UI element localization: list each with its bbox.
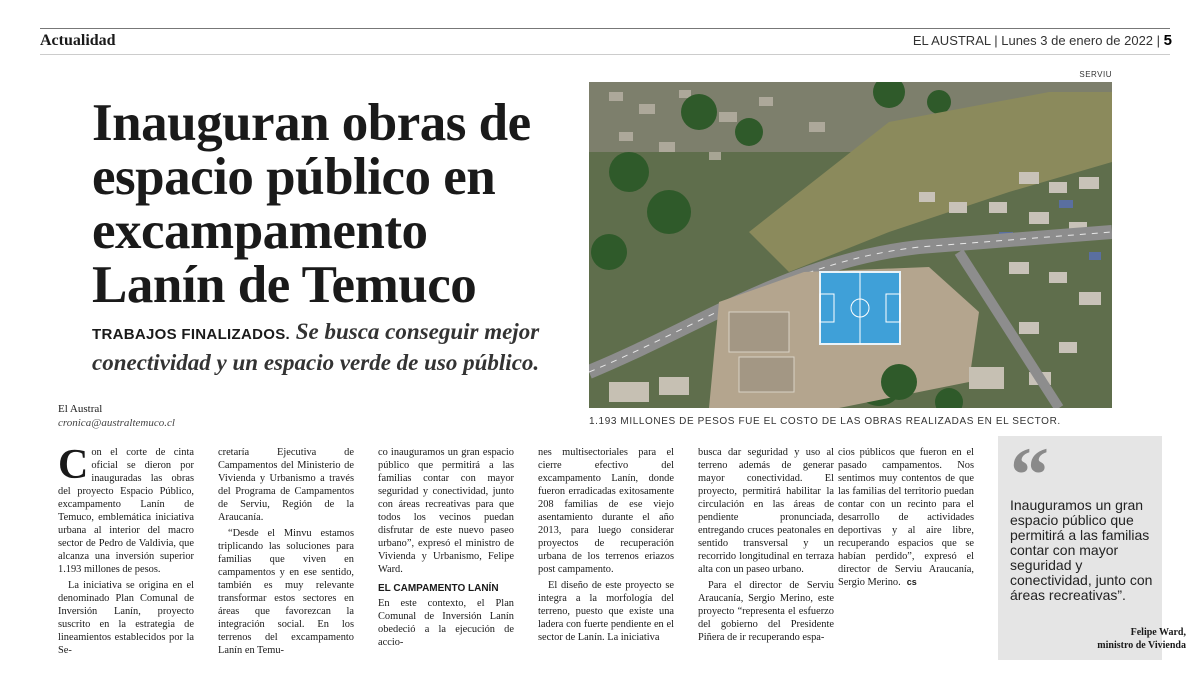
issue-date: Lunes 3 de enero de 2022 xyxy=(1001,33,1154,48)
paragraph: Para el director de Serviu Araucanía, Sergio Merino, este proyecto “representa el esfuerzo del gobierno del Presidente Piñera de ir recuperando espa- xyxy=(698,580,834,643)
byline-email[interactable]: cronica@australtemuco.cl xyxy=(58,417,175,429)
paragraph: busca dar seguridad y uso al terreno además de generar mayor conectividad. El proyecto, permitirá habilitar la circulación en las áreas de pendiente pronunciada, entregando cruces peatonales en sentido transversal y un recorrido longitudinal en terraza alta con un paseo urbano. xyxy=(698,447,834,575)
article-column-5 xyxy=(698,446,834,647)
paragraph xyxy=(58,442,194,576)
paragraph: “Desde el Minvu estamos triplicando las soluciones para familias que viven en campamentos y en ese sentido, también es muy relevante transformar estos sectores en áreas que favorezcan la integración social. En los terrenos del excampamento Lanín en Temu- xyxy=(218,528,354,656)
paragraph: co inauguramos un gran espacio público que permitirá a las familias contar con mayor seguridad y conectividad, junto con áreas recreativas para que todos los vecinos puedan disfrutar de este nuevo paseo urbano”, expresó el ministro de Vivienda y Urbanismo, Felipe Ward. xyxy=(378,447,514,575)
byline-author: El Austral xyxy=(58,403,103,415)
article-column-3 xyxy=(378,446,514,652)
deck-text: Se busca conseguir mejor conectividad y un espacio verde de uso público. xyxy=(92,319,540,375)
header-rule-top xyxy=(40,28,1170,29)
subhead: EL CAMPAMENTO LANÍN xyxy=(378,583,499,594)
pull-quote-author xyxy=(1097,626,1186,652)
header-rule-bottom xyxy=(40,54,1170,55)
paragraph: El diseño de este proyecto se integra a la morfología del terreno, puesto que existe una ladera con fuerte pendiente en el sector de Lanín. La iniciativa xyxy=(538,580,674,643)
article-column-1 xyxy=(58,442,194,660)
deck xyxy=(92,318,582,377)
paragraph: cretaría Ejecutiva de Campamentos del Ministerio de Vivienda y Urbanismo a través del Programa de Campamentos de Serviu, Región de la Araucanía. xyxy=(218,447,354,523)
pull-quote-author-name: Felipe Ward, xyxy=(1130,627,1186,638)
aerial-photo-illustration xyxy=(589,82,1112,408)
article-column-6 xyxy=(838,446,974,592)
quote-mark-icon: “ xyxy=(1010,431,1049,518)
paragraph-text: on el corte de cinta oficial se dieron por inauguradas las obras del proyecto Espacio Público, excampamento Lanín de Temuco, emblemática iniciativa urbana al interior del macro sector de Pedro de Valdivia, que alcanza una inversión superior 1.193 millones de pesos. xyxy=(58,447,194,575)
paragraph: En este contexto, el Plan Comunal de Inversión Lanín obedeció a la ejecución de accio- xyxy=(378,598,514,648)
drop-cap: C xyxy=(58,442,89,488)
pull-quote-author-role: ministro de Vivienda xyxy=(1097,640,1186,651)
paragraph: nes multisectoriales para el cierre efectivo del excampamento Lanín, donde fueron erradicadas exitosamente 208 familias de ese viejo asentamiento durante el año 2013, para luego considerar proyectos de recuperación urbana de los terrenos eriazos post campamento. xyxy=(538,447,674,575)
kicker: TRABAJOS FINALIZADOS. xyxy=(92,326,290,343)
paragraph-text: cios públicos que fueron en el pasado campamentos. Nos sentimos muy contentos de que las familias del territorio puedan contar con un recinto para el desarrollo de actividades deportivas y al aire libre, recuperando espacios que se habían perdido”, expresó el director de Serviu Araucanía, Sergio Merino. xyxy=(838,447,974,588)
page-folio: EL AUSTRAL | Lunes 3 de enero de 2022 | 5 xyxy=(912,32,1172,49)
article-column-2 xyxy=(218,446,354,660)
aerial-photo xyxy=(589,82,1112,408)
photo-credit: SERVIU xyxy=(1079,70,1112,79)
page-number: 5 xyxy=(1163,32,1172,49)
pull-quote-text: Inauguramos un gran espacio público que permitirá a las familias contar con mayor seguridad y conectividad, junto con áreas recreativas”. xyxy=(1010,497,1153,603)
publication-name: EL AUSTRAL xyxy=(912,33,991,48)
article-column-4 xyxy=(538,446,674,647)
paragraph: La iniciativa se origina en el denominado Plan Comunal de Inversión Lanín, proyecto suscrito en la estrategia de lineamientos establecidos por la Se- xyxy=(58,580,194,656)
section-label: Actualidad xyxy=(40,32,116,49)
headline: Inauguran obras de espacio público en excampamento Lanín de Temuco xyxy=(92,94,531,314)
byline xyxy=(58,402,175,430)
photo-caption: 1.193 MILLONES DE PESOS FUE EL COSTO DE LAS OBRAS REALIZADAS EN EL SECTOR. xyxy=(589,416,1061,427)
paragraph xyxy=(838,446,974,589)
end-mark: cs xyxy=(906,577,917,587)
